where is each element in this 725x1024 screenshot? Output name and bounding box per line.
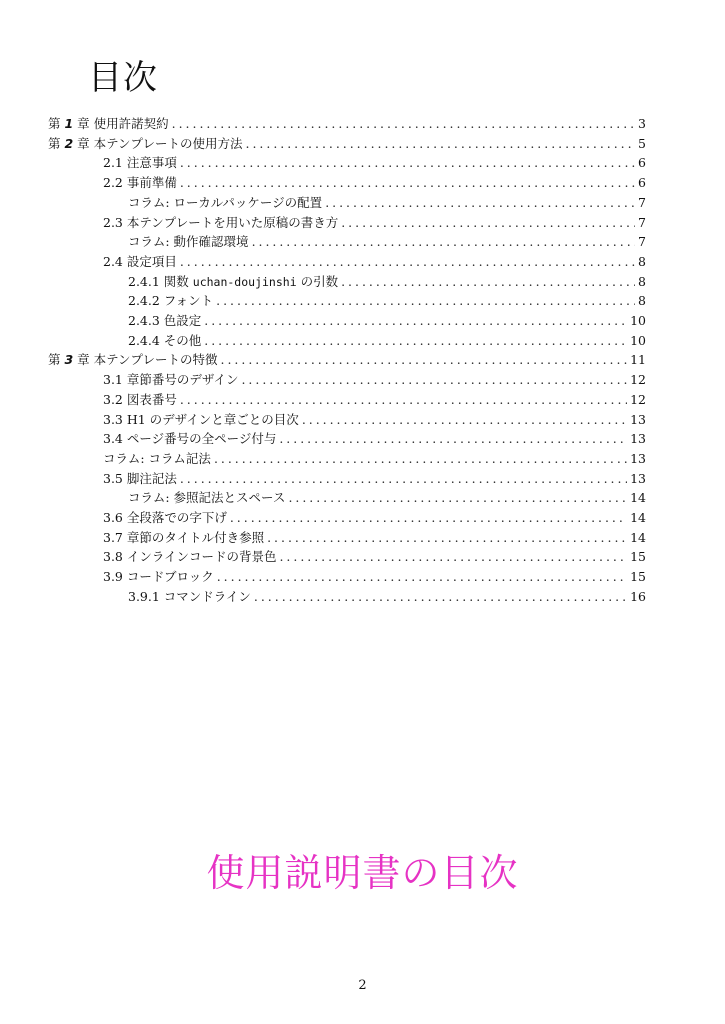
toc-page-number: 14 (630, 490, 646, 506)
section-title: 2.4.4 その他 (128, 332, 202, 348)
page-number: 2 (358, 978, 367, 993)
toc-entry[interactable] (128, 193, 646, 213)
chapter-prefix: 第 (48, 116, 65, 131)
toc-entry-label (103, 153, 177, 173)
page-title: 目次 (88, 58, 158, 98)
toc-entry-label (103, 449, 211, 469)
chapter-suffix: 章 (73, 135, 94, 151)
toc-entry[interactable] (128, 587, 646, 607)
dot-leader (341, 272, 635, 292)
section-title: 2.4.3 色設定 (128, 313, 202, 328)
toc-entry-label (103, 410, 299, 430)
toc-entry[interactable] (103, 508, 646, 528)
dot-leader (180, 153, 635, 173)
toc-entry-label (103, 173, 177, 193)
dot-leader (180, 173, 635, 193)
toc-entry[interactable] (103, 410, 646, 430)
dot-leader (341, 213, 635, 233)
dot-leader (172, 114, 635, 134)
toc-entry[interactable] (103, 370, 646, 390)
section-title: コラム: コラム記法 (103, 450, 211, 466)
dot-leader (180, 252, 635, 272)
toc-entry-label (128, 587, 251, 607)
toc-page-number: 11 (630, 352, 646, 368)
chapter-prefix: 第 (48, 352, 65, 368)
toc-entry[interactable] (103, 567, 646, 587)
section-title: 3.7 章節のタイトル付き参照 (103, 529, 265, 545)
toc-entry-label (48, 114, 169, 134)
toc-entry[interactable] (103, 429, 646, 449)
dot-leader (204, 311, 627, 331)
toc-page-number: 7 (638, 234, 646, 250)
toc-page-number: 13 (630, 450, 646, 466)
toc-entry[interactable] (128, 272, 646, 292)
toc-entry-label (128, 272, 338, 292)
toc-entry[interactable] (103, 528, 646, 548)
section-title: 3.8 インラインコードの背景色 (103, 549, 277, 565)
toc-entry-label (48, 134, 243, 154)
overlay-caption: 使用説明書の目次 (206, 851, 519, 895)
inline-code: uchan-doujinshi (192, 274, 297, 289)
section-title: 2.2 事前準備 (103, 175, 177, 191)
dot-leader (204, 331, 627, 351)
toc-page-number: 15 (630, 569, 646, 585)
toc-entry[interactable] (103, 390, 646, 410)
section-title: 3.3 H1 のデザインと章ごとの目次 (103, 411, 299, 427)
section-title-before: 2.4.1 関数 (128, 273, 193, 289)
toc-entry-label (103, 429, 276, 449)
toc-page-number: 15 (630, 549, 646, 565)
section-title: 2.1 注意事項 (103, 155, 177, 171)
toc-entry[interactable] (48, 134, 646, 154)
dot-leader (279, 547, 627, 567)
toc-entry-label (103, 567, 214, 587)
chapter-prefix: 第 (48, 135, 65, 151)
toc-page-number: 13 (630, 431, 646, 447)
toc-entry[interactable] (103, 252, 646, 272)
section-title-after: の引数 (296, 273, 339, 289)
toc-page-number: 7 (638, 214, 646, 230)
dot-leader (221, 350, 628, 370)
section-title: 3.9.1 コマンドライン (128, 588, 251, 604)
toc-entry[interactable] (103, 547, 646, 567)
dot-leader (214, 449, 627, 469)
toc-entry-label (48, 350, 218, 370)
toc-entry-label (128, 311, 201, 331)
toc-page-number: 6 (638, 155, 646, 171)
section-title: 3.2 図表番号 (103, 391, 177, 407)
toc-entry-label (128, 488, 285, 508)
dot-leader (180, 469, 627, 489)
toc-page-number: 14 (630, 510, 646, 525)
toc-page-number: 16 (630, 588, 646, 604)
chapter-title: 本テンプレートの使用方法 (93, 135, 243, 151)
toc-entry[interactable] (128, 331, 646, 351)
toc-entry[interactable] (103, 153, 646, 173)
section-title: 3.6 全段落での字下げ (103, 510, 227, 525)
dot-leader (241, 370, 627, 390)
section-title: 3.1 章節番号のデザイン (103, 372, 239, 388)
toc-entry[interactable] (48, 350, 646, 370)
toc-page-number: 7 (638, 194, 646, 210)
dot-leader (254, 587, 627, 607)
toc-page-number: 8 (638, 273, 646, 289)
toc-page-number: 12 (630, 391, 646, 407)
chapter-suffix: 章 (73, 352, 94, 368)
dot-leader (216, 291, 635, 311)
toc-entry-label (103, 508, 227, 528)
dot-leader (325, 193, 635, 213)
toc-page-number: 10 (630, 313, 646, 328)
section-title: 3.4 ページ番号の全ページ付与 (103, 431, 277, 447)
toc-page-number: 14 (630, 529, 646, 545)
dot-leader (217, 567, 627, 587)
toc-entry-label (128, 331, 201, 351)
toc-entry[interactable] (103, 173, 646, 193)
toc-entry[interactable] (128, 291, 646, 311)
dot-leader (279, 429, 627, 449)
toc-entry-label (103, 252, 177, 272)
toc-page-number: 8 (638, 253, 646, 269)
section-title: 3.5 脚注記法 (103, 470, 177, 486)
toc-entry[interactable] (103, 213, 646, 233)
toc-entry-label (103, 370, 238, 390)
section-title: コラム: 動作確認環境 (128, 234, 249, 250)
chapter-number: 2 (64, 135, 74, 151)
toc-entry[interactable] (128, 311, 646, 331)
toc-page-number: 13 (630, 470, 646, 486)
section-title: 2.4.2 フォント (128, 293, 214, 309)
toc-page-number: 5 (638, 135, 646, 151)
toc-entry[interactable] (128, 488, 646, 508)
section-title: 3.9 コードブロック (103, 569, 214, 585)
dot-leader (230, 508, 627, 528)
toc-page-number: 8 (638, 293, 646, 309)
dot-leader (267, 528, 627, 548)
section-title: コラム: 参照記法とスペース (128, 490, 286, 506)
dot-leader (288, 488, 627, 508)
chapter-suffix: 章 (73, 116, 94, 131)
section-title: 2.3 本テンプレートを用いた原稿の書き方 (103, 214, 339, 230)
chapter-number: 3 (64, 352, 74, 368)
toc-entry[interactable] (48, 114, 646, 134)
toc-page-number: 13 (630, 411, 646, 427)
section-title: コラム: ローカルパッケージの配置 (128, 194, 323, 210)
toc-entry-label (103, 390, 177, 410)
toc-entry[interactable] (103, 449, 646, 469)
toc-entry-label (103, 213, 338, 233)
dot-leader (252, 232, 635, 252)
toc-entry-label (128, 193, 322, 213)
toc-entry-label (103, 469, 177, 489)
dot-leader (246, 134, 636, 154)
chapter-title: 本テンプレートの特徴 (93, 352, 218, 368)
toc-entry-label (128, 291, 213, 311)
toc-page-number: 12 (630, 372, 646, 388)
toc-page-number: 6 (638, 175, 646, 191)
section-title: 2.4 設定項目 (103, 253, 177, 269)
toc-page-number: 3 (638, 116, 646, 131)
toc-entry[interactable] (128, 232, 646, 252)
toc-entry-label (128, 232, 249, 252)
toc-entry-label (103, 547, 276, 567)
dot-leader (302, 410, 627, 430)
chapter-title: 使用許諾契約 (93, 116, 169, 131)
chapter-number: 1 (64, 116, 74, 131)
toc-page-number: 10 (630, 332, 646, 348)
toc-entry[interactable] (103, 469, 646, 489)
toc-entry-label (103, 528, 264, 548)
dot-leader (180, 390, 627, 410)
